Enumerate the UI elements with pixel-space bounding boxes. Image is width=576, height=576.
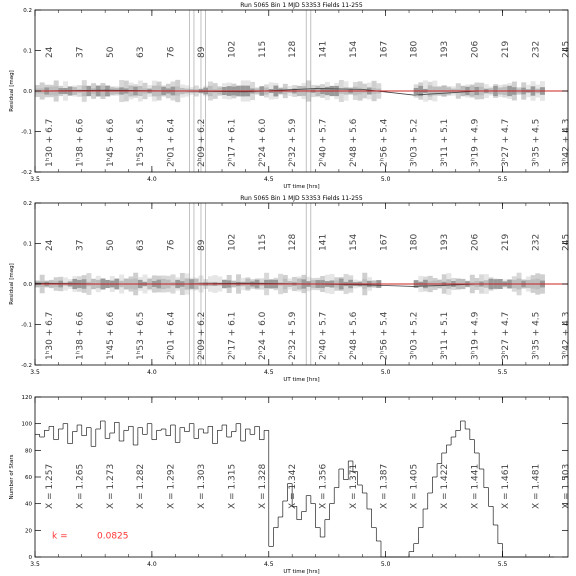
field-coordinate-label: 2ʰ32 + 5.9 <box>288 311 299 360</box>
x-tick-label: 4.5 <box>263 561 274 568</box>
field-coordinate-label: 3ʰ27 + 4.7 <box>500 118 511 167</box>
airmass-label: X = 1.292 <box>166 463 177 509</box>
y-tick-label: -0.1 <box>21 129 32 136</box>
y-tick-label: -0.1 <box>21 322 32 329</box>
field-number-label: 102 <box>227 233 238 251</box>
field-coordinate-label: 1ʰ38 + 6.6 <box>75 118 86 167</box>
x-tick-label: 3.5 <box>30 176 40 183</box>
field-coordinate-label: 1ʰ30 + 6.7 <box>45 118 56 167</box>
field-coordinate-label: 1ʰ30 + 6.7 <box>45 311 56 360</box>
field-number-label: 232 <box>531 233 542 251</box>
field-number-label: 115 <box>257 40 268 58</box>
y-tick-label: 0.0 <box>23 282 32 288</box>
field-coordinate-label: 3ʰ19 + 4.9 <box>470 311 481 360</box>
field-coordinate-label: 2ʰ09 + 6.2 <box>196 118 207 167</box>
x-axis-label: UT time [hrs] <box>283 184 320 190</box>
field-number-label: 128 <box>288 40 299 58</box>
field-number-label: 50 <box>105 239 116 251</box>
y-tick-label: 0.2 <box>23 8 32 14</box>
x-tick-label: 5.0 <box>380 561 391 568</box>
airmass-label: X = 1.303 <box>196 463 207 509</box>
y-tick-label: 0.0 <box>23 89 32 95</box>
field-number-label: 193 <box>440 233 451 251</box>
field-number-label: 154 <box>348 233 359 251</box>
x-tick-label: 3.5 <box>30 561 40 568</box>
field-coordinate-label: 3ʰ42 + 4.3 <box>561 311 572 360</box>
y-tick-label: 120 <box>21 395 32 401</box>
airmass-label: X = 1.282 <box>136 463 147 509</box>
field-coordinate-label: 2ʰ09 + 6.2 <box>196 311 207 360</box>
field-coordinate-label: 2ʰ40 + 5.7 <box>318 311 329 360</box>
y-tick-label: 0.1 <box>23 48 32 55</box>
chart-title: Run 5065 Bin 1 MJD 53353 Fields 11-255 <box>240 2 363 9</box>
field-number-label: 24 <box>45 46 56 58</box>
field-number-label: 128 <box>288 233 299 251</box>
x-tick-label: 3.5 <box>30 369 40 376</box>
field-coordinate-label: 2ʰ17 + 6.1 <box>227 311 238 360</box>
field-number-label: 232 <box>531 40 542 58</box>
field-number-label: 76 <box>166 239 177 251</box>
y-tick-label: 60 <box>25 475 32 481</box>
field-coordinate-label: 2ʰ32 + 5.9 <box>288 118 299 167</box>
y-tick-label: 40 <box>25 501 32 508</box>
airmass-label: X = 1.356 <box>318 463 329 509</box>
field-coordinate-label: 3ʰ35 + 4.5 <box>531 311 542 360</box>
field-number-label: 206 <box>470 40 481 58</box>
airmass-label: X = 1.315 <box>227 463 238 509</box>
field-number-label: 193 <box>440 40 451 58</box>
field-number-label: 50 <box>105 46 116 58</box>
airmass-label: X = 1.441 <box>470 463 481 509</box>
airmass-label: X = 1.405 <box>409 463 420 509</box>
field-coordinate-label: 3ʰ03 + 5.2 <box>409 118 420 167</box>
field-coordinate-label: 2ʰ48 + 5.6 <box>348 118 359 167</box>
field-number-label: 37 <box>75 46 86 58</box>
y-tick-label: 0 <box>28 555 32 561</box>
field-coordinate-label: 3ʰ03 + 5.2 <box>409 311 420 360</box>
airmass-label: X = 1.503 <box>561 463 572 509</box>
y-tick-label: 80 <box>25 448 32 455</box>
field-number-label: 102 <box>227 40 238 58</box>
extinction-k-label: k = <box>52 531 68 542</box>
airmass-label: X = 1.265 <box>75 463 86 509</box>
field-number-label: 141 <box>318 40 329 58</box>
field-coordinate-label: 2ʰ40 + 5.7 <box>318 118 329 167</box>
extinction-k-value: 0.0825 <box>97 531 129 542</box>
field-coordinate-label: 2ʰ17 + 6.1 <box>227 118 238 167</box>
field-number-label: 167 <box>379 40 390 58</box>
field-number-label: 37 <box>75 239 86 251</box>
x-tick-label: 4.0 <box>147 561 157 568</box>
field-coordinate-label: 1ʰ45 + 6.6 <box>105 311 116 360</box>
field-number-label: 206 <box>470 233 481 251</box>
x-axis-label: UT time [hrs] <box>283 569 320 575</box>
field-coordinate-label: 3ʰ11 + 5.1 <box>440 311 451 360</box>
field-number-label: 167 <box>379 233 390 251</box>
airmass-label: X = 1.257 <box>45 463 56 509</box>
field-number-label: 63 <box>136 239 147 251</box>
field-coordinate-label: 1ʰ45 + 6.6 <box>105 118 116 167</box>
airmass-label: X = 1.328 <box>257 463 268 509</box>
x-tick-label: 5.5 <box>497 561 508 568</box>
airmass-label: X = 1.461 <box>500 463 511 509</box>
field-coordinate-label: 1ʰ53 + 6.5 <box>136 311 147 360</box>
y-tick-label: -0.2 <box>21 363 32 369</box>
field-coordinate-label: 2ʰ01 + 6.4 <box>166 311 177 360</box>
field-number-label: 24 <box>45 239 56 251</box>
field-coordinate-label: 2ʰ24 + 6.0 <box>257 311 268 360</box>
field-coordinate-label: 2ʰ24 + 6.0 <box>257 118 268 167</box>
field-coordinate-label: 3ʰ42 + 4.3 <box>561 118 572 167</box>
field-number-label: 245 <box>561 233 572 251</box>
field-coordinate-label: 3ʰ27 + 4.7 <box>500 311 511 360</box>
field-coordinate-label: 2ʰ56 + 5.4 <box>379 311 390 360</box>
field-coordinate-label: 2ʰ56 + 5.4 <box>379 118 390 167</box>
field-coordinate-label: 3ʰ19 + 4.9 <box>470 118 481 167</box>
field-number-label: 180 <box>409 233 420 251</box>
chart-title: Run 5065 Bin 1 MJD 53353 Fields 11-255 <box>240 195 363 202</box>
x-tick-label: 4.0 <box>147 176 157 183</box>
x-tick-label: 5.5 <box>497 369 508 376</box>
field-number-label: 154 <box>348 40 359 58</box>
x-tick-label: 4.0 <box>147 369 157 376</box>
y-axis-label: Residual [mag] <box>9 70 15 112</box>
airmass-label: X = 1.481 <box>531 463 542 509</box>
y-axis-label: Number of Stars <box>9 454 15 500</box>
field-coordinate-label: 2ʰ01 + 6.4 <box>166 118 177 167</box>
field-number-label: 63 <box>136 46 147 58</box>
airmass-label: X = 1.273 <box>105 463 116 509</box>
x-tick-label: 5.0 <box>380 176 391 183</box>
field-number-label: 89 <box>196 46 207 58</box>
field-number-label: 180 <box>409 40 420 58</box>
y-tick-label: 20 <box>25 528 32 535</box>
airmass-label: X = 1.422 <box>440 463 451 509</box>
field-coordinate-label: 2ʰ48 + 5.6 <box>348 311 359 360</box>
field-number-label: 245 <box>561 40 572 58</box>
x-tick-label: 5.5 <box>497 176 508 183</box>
y-tick-label: 0.2 <box>23 201 32 207</box>
airmass-label: X = 1.387 <box>379 463 390 509</box>
field-number-label: 115 <box>257 233 268 251</box>
field-number-label: 219 <box>500 40 511 58</box>
x-axis-label: UT time [hrs] <box>283 377 320 383</box>
field-number-label: 219 <box>500 233 511 251</box>
y-tick-label: 100 <box>21 421 32 428</box>
field-coordinate-label: 3ʰ11 + 5.1 <box>440 118 451 167</box>
field-number-label: 141 <box>318 233 329 251</box>
x-tick-label: 4.5 <box>263 176 274 183</box>
field-number-label: 76 <box>166 46 177 58</box>
y-tick-label: -0.2 <box>21 170 32 176</box>
field-coordinate-label: 1ʰ53 + 6.5 <box>136 118 147 167</box>
x-tick-label: 5.0 <box>380 369 391 376</box>
field-number-label: 89 <box>196 239 207 251</box>
y-tick-label: 0.1 <box>23 241 32 248</box>
field-coordinate-label: 1ʰ38 + 6.6 <box>75 311 86 360</box>
airmass-label: X = 1.342 <box>288 463 299 509</box>
field-coordinate-label: 3ʰ35 + 4.5 <box>531 118 542 167</box>
x-tick-label: 4.5 <box>263 369 274 376</box>
airmass-label: X = 1.371 <box>348 463 359 509</box>
y-axis-label: Residual [mag] <box>9 263 15 305</box>
